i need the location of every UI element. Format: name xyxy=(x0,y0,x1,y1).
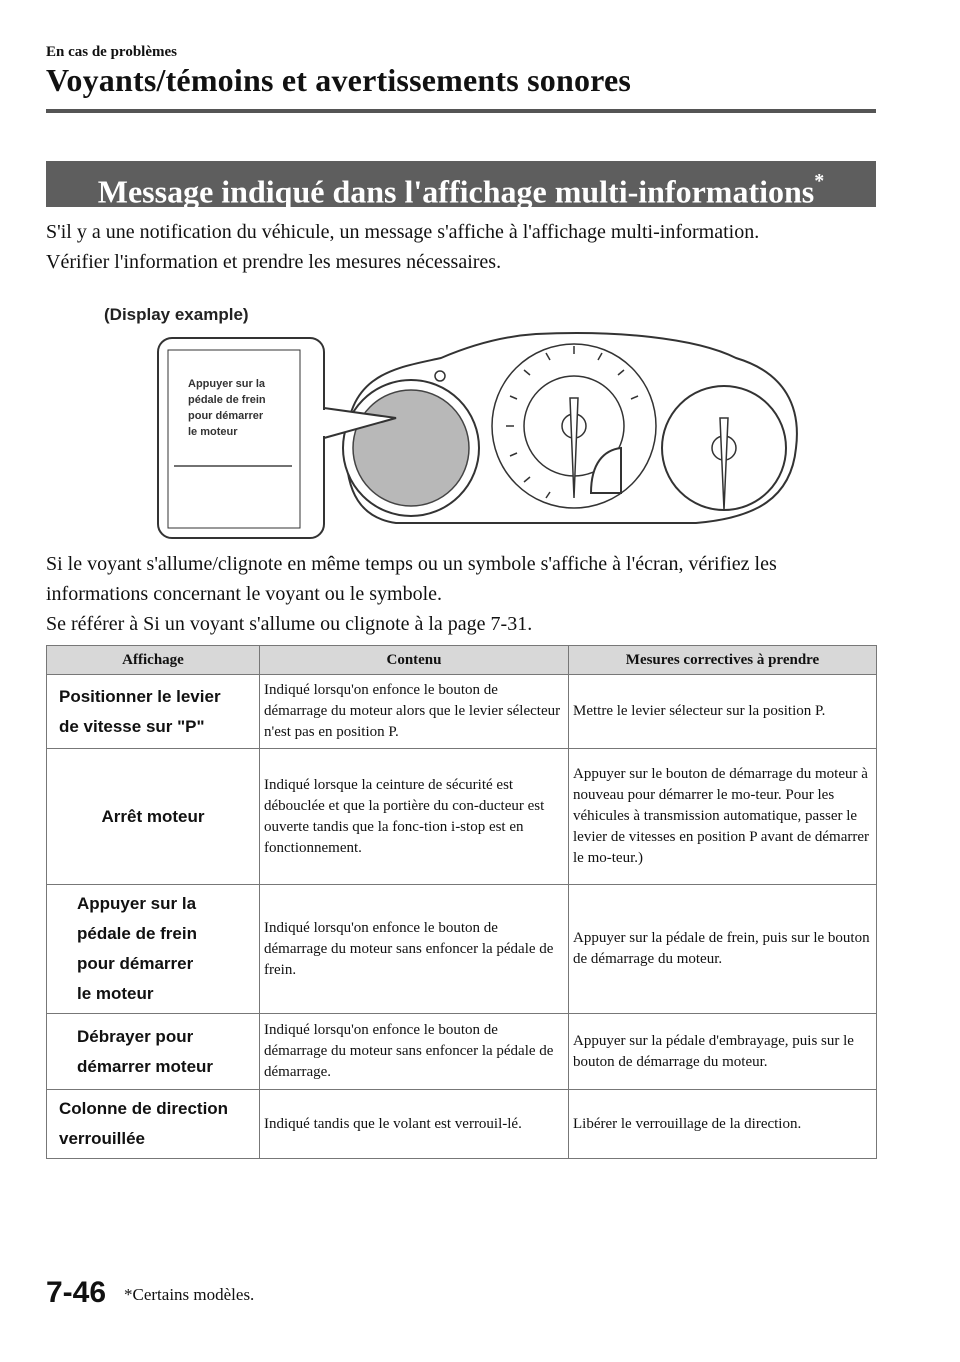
display-line: démarrer moteur xyxy=(77,1056,214,1076)
row-content: Indiqué lorsque la ceinture de sécurité est débouclée et que la portière du con-ducteur est ouverte tandis que la fonc-tion i-stop est en fonctionnement. xyxy=(260,749,569,885)
display-line: Débrayer pour xyxy=(77,1026,194,1046)
intro-line-2: Vérifier l'information et prendre les mesures nécessaires. xyxy=(46,251,502,273)
display-line: pour démarrer xyxy=(77,954,194,973)
intro-line-1: S'il y a une notification du véhicule, un message s'affiche à l'affichage multi-information. xyxy=(46,221,760,243)
header-content: Contenu xyxy=(260,646,569,675)
indicator-lamp-icon xyxy=(435,371,445,381)
display-line: Positionner le levier xyxy=(59,686,221,706)
footnote: *Certains modèles. xyxy=(124,1285,255,1304)
row-display xyxy=(47,749,260,885)
multi-info-display xyxy=(353,390,469,506)
message-table xyxy=(46,645,877,1159)
after-line-1: Si le voyant s'allume/clignote en même temps ou un symbole s'affiche à l'écran, vérifiez les xyxy=(46,553,777,575)
header-display: Affichage xyxy=(47,646,260,675)
table-row xyxy=(47,749,877,885)
instrument-cluster-illustration xyxy=(96,298,816,548)
display-line: le moteur xyxy=(77,984,154,1003)
row-content: Indiqué lorsqu'on enfonce le bouton de démarrage du moteur sans enfoncer la pédale de démarrage. xyxy=(260,1014,569,1090)
row-content: Indiqué lorsqu'on enfonce le bouton de démarrage du moteur sans enfoncer la pédale de frein. xyxy=(260,885,569,1014)
after-line-3: Se référer à Si un voyant s'allume ou clignote à la page 7-31. xyxy=(46,613,533,635)
row-content: Indiqué lorsqu'on enfonce le bouton de démarrage du moteur alors que le levier sélecteur n'est pas en position P. xyxy=(260,675,569,749)
table-row xyxy=(47,1014,877,1090)
optional-equipment-mark: * xyxy=(814,170,825,192)
display-line: verrouillée xyxy=(59,1129,145,1148)
display-line: Appuyer sur la xyxy=(77,894,197,913)
section-banner xyxy=(46,161,876,210)
page-number: 7-46 xyxy=(46,1276,107,1309)
section-title: Message indiqué dans l'affichage multi-informations xyxy=(97,173,815,210)
callout-line-1: Appuyer sur la xyxy=(188,378,266,390)
title-divider xyxy=(46,109,876,113)
table-row xyxy=(47,1090,877,1159)
row-action: Appuyer sur la pédale d'embrayage, puis sur le bouton de démarrage du moteur. xyxy=(569,1014,877,1090)
display-line: Colonne de direction xyxy=(59,1099,229,1118)
row-display xyxy=(47,885,260,1014)
display-line: Arrêt moteur xyxy=(101,806,205,826)
display-line: de vitesse sur "P" xyxy=(59,716,205,736)
callout-line-4: le moteur xyxy=(188,426,238,438)
page-title: Voyants/témoins et avertissements sonores xyxy=(46,62,632,98)
after-line-2: informations concernant le voyant ou le symbole. xyxy=(46,583,443,605)
header-action: Mesures correctives à prendre xyxy=(569,646,877,675)
callout-line-3: pour démarrer xyxy=(188,410,264,422)
callout-display-screen xyxy=(168,350,300,528)
table-header-row xyxy=(47,646,877,675)
row-display xyxy=(47,1090,260,1159)
row-display xyxy=(47,1014,260,1090)
row-action: Appuyer sur le bouton de démarrage du moteur à nouveau pour démarrer le mo-teur. Pour les véhicules à transmission automatique, passer le levier de vitesses en position P avant de démarrer le mo-teur.) xyxy=(569,749,877,885)
row-content: Indiqué tandis que le volant est verrouil-lé. xyxy=(260,1090,569,1159)
after-text xyxy=(46,549,906,639)
callout-line-2: pédale de frein xyxy=(188,394,266,406)
intro-text xyxy=(46,217,906,277)
row-action: Libérer le verrouillage de la direction. xyxy=(569,1090,877,1159)
row-action: Mettre le levier sélecteur sur la position P. xyxy=(569,675,877,749)
row-action: Appuyer sur la pédale de frein, puis sur le bouton de démarrage du moteur. xyxy=(569,885,877,1014)
chapter-label: En cas de problèmes xyxy=(46,44,177,60)
table-row xyxy=(47,675,877,749)
table-row xyxy=(47,885,877,1014)
row-display xyxy=(47,675,260,749)
display-line: pédale de frein xyxy=(77,924,197,943)
illustration-caption: (Display example) xyxy=(104,305,249,324)
